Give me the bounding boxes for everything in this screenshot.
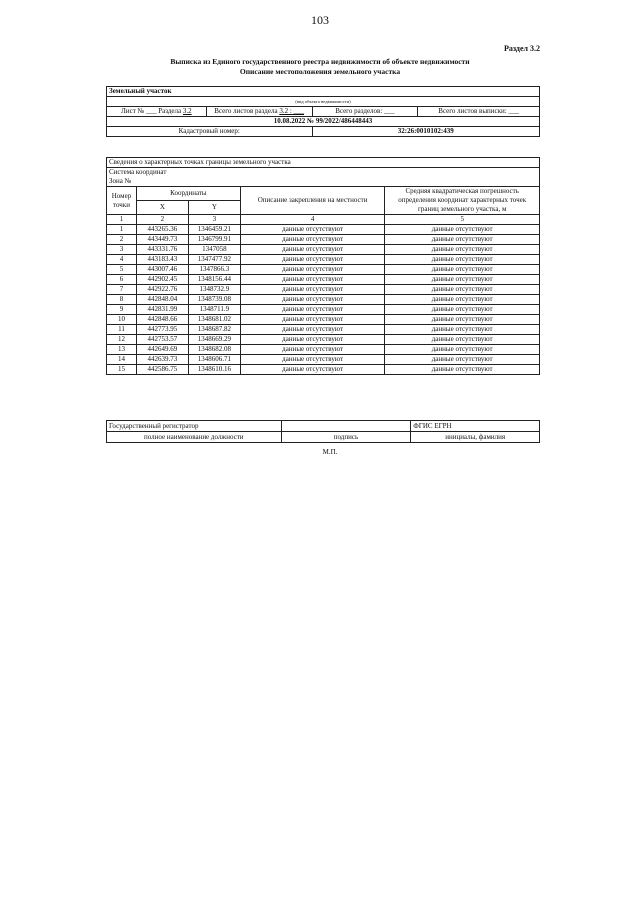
cell-x: 443331.76 xyxy=(136,245,188,255)
cell-n: 3 xyxy=(107,245,137,255)
cell-d: данные отсутствуют xyxy=(240,315,385,325)
cell-n: 4 xyxy=(107,255,137,265)
cell-d: данные отсутствуют xyxy=(240,335,385,345)
section-label: Раздел 3.2 xyxy=(503,44,540,53)
cell-y: 1348682.08 xyxy=(188,345,240,355)
cell-y: 1346459.21 xyxy=(188,225,240,235)
sign-caption: подпись xyxy=(281,432,411,443)
cell-d: данные отсутствуют xyxy=(240,365,385,375)
cell-e: данные отсутствуют xyxy=(385,245,540,255)
cell-e: данные отсутствуют xyxy=(385,325,540,335)
cadastral-label: Кадастровый номер: xyxy=(107,127,313,137)
cell-d: данные отсутствуют xyxy=(240,255,385,265)
cell-e: данные отсутствуют xyxy=(385,295,540,305)
cell-n: 8 xyxy=(107,295,137,305)
cell-y: 1348739.08 xyxy=(188,295,240,305)
object-type: Земельный участок xyxy=(107,87,540,97)
col-error-header: Средняя квадратическая погрешность определения координат характерных точек границ земельного участка, м xyxy=(385,187,540,215)
cell-d: данные отсутствуют xyxy=(240,275,385,285)
sheet-number-cell xyxy=(107,107,207,117)
position-caption: полное наименование должности xyxy=(107,432,282,443)
object-type-caption: (вид объекта недвижимости) xyxy=(107,97,540,107)
cell-d: данные отсутствуют xyxy=(240,225,385,235)
points-rows xyxy=(107,225,540,375)
sheet-label: Лист № ___ xyxy=(121,107,157,115)
col-num-3: 3 xyxy=(188,215,240,225)
cell-d: данные отсутствуют xyxy=(240,235,385,245)
signature-blank xyxy=(281,421,411,432)
zone: Зона № xyxy=(109,177,132,185)
col-num-2: 2 xyxy=(136,215,188,225)
cell-y: 1348606.71 xyxy=(188,355,240,365)
cell-e: данные отсутствуют xyxy=(385,365,540,375)
cell-e: данные отсутствуют xyxy=(385,305,540,315)
cell-n: 11 xyxy=(107,325,137,335)
cell-x: 442639.73 xyxy=(136,355,188,365)
cell-n: 1 xyxy=(107,225,137,235)
cell-n: 10 xyxy=(107,315,137,325)
table-row xyxy=(107,235,540,245)
col-number-header: Номер точки xyxy=(107,187,137,215)
cell-x: 442831.99 xyxy=(136,305,188,315)
cell-d: данные отсутствуют xyxy=(240,325,385,335)
cell-y: 1348681.02 xyxy=(188,315,240,325)
cell-x: 442649.69 xyxy=(136,345,188,355)
table-row xyxy=(107,305,540,315)
page-number: 103 xyxy=(311,13,329,27)
cell-x: 442848.04 xyxy=(136,295,188,305)
cell-y: 1347477.92 xyxy=(188,255,240,265)
col-x-header: X xyxy=(136,201,188,215)
signature-table xyxy=(106,420,540,443)
cell-d: данные отсутствуют xyxy=(240,295,385,305)
boundary-points-table xyxy=(106,157,540,375)
stamp-place: М.П. xyxy=(322,448,338,456)
table-row xyxy=(107,255,540,265)
cell-e: данные отсутствуют xyxy=(385,275,540,285)
cell-y: 1348156.44 xyxy=(188,275,240,285)
cell-n: 13 xyxy=(107,345,137,355)
cell-e: данные отсутствуют xyxy=(385,355,540,365)
cell-x: 443007.46 xyxy=(136,265,188,275)
cell-x: 442773.95 xyxy=(136,325,188,335)
col-desc-header: Описание закрепления на местности xyxy=(240,187,385,215)
total-sheets-section-cell xyxy=(206,107,312,117)
cell-x: 442586.75 xyxy=(136,365,188,375)
cell-e: данные отсутствуют xyxy=(385,265,540,275)
total-sheets-extract: Всего листов выписки: ___ xyxy=(418,107,540,117)
cell-n: 7 xyxy=(107,285,137,295)
table-row xyxy=(107,315,540,325)
table-row xyxy=(107,355,540,365)
cell-n: 6 xyxy=(107,275,137,285)
cadastral-value: 32:26:0010102:439 xyxy=(312,127,540,137)
cell-x: 442848.66 xyxy=(136,315,188,325)
cell-x: 442902.45 xyxy=(136,275,188,285)
cell-n: 15 xyxy=(107,365,137,375)
total-sheets-section-value: 3.2 : ___ xyxy=(279,107,305,115)
cell-d: данные отсутствуют xyxy=(240,265,385,275)
table-row xyxy=(107,325,540,335)
table-row xyxy=(107,365,540,375)
points-title: Сведения о характерных точках границы земельного участка xyxy=(107,158,540,168)
cell-d: данные отсутствуют xyxy=(240,345,385,355)
cell-y: 1348610.16 xyxy=(188,365,240,375)
coord-system-cell xyxy=(107,168,540,187)
cell-y: 1348732.9 xyxy=(188,285,240,295)
org-label: ФГИС ЕГРН xyxy=(411,421,540,432)
table-row xyxy=(107,265,540,275)
cell-y: 1347058 xyxy=(188,245,240,255)
cell-d: данные отсутствуют xyxy=(240,355,385,365)
header-table xyxy=(106,86,540,137)
cell-d: данные отсутствуют xyxy=(240,305,385,315)
col-num-1: 1 xyxy=(107,215,137,225)
cell-x: 443183.43 xyxy=(136,255,188,265)
document-title: Выписка из Единого государственного реестра недвижимости об объекте недвижимости xyxy=(170,57,470,66)
col-num-4: 4 xyxy=(240,215,385,225)
table-row xyxy=(107,225,540,235)
table-row xyxy=(107,335,540,345)
table-row xyxy=(107,285,540,295)
total-sections: Всего разделов: ___ xyxy=(312,107,418,117)
cell-e: данные отсутствуют xyxy=(385,335,540,345)
total-sheets-section-label: Всего листов раздела xyxy=(214,107,278,115)
cell-n: 5 xyxy=(107,265,137,275)
coord-system: Система координат xyxy=(109,168,167,176)
date-number: 10.08.2022 № 99/2022/486448443 xyxy=(107,117,540,127)
cell-x: 442922.76 xyxy=(136,285,188,295)
table-row xyxy=(107,345,540,355)
cell-n: 12 xyxy=(107,335,137,345)
cell-n: 14 xyxy=(107,355,137,365)
cell-d: данные отсутствуют xyxy=(240,285,385,295)
table-row xyxy=(107,245,540,255)
cell-d: данные отсутствуют xyxy=(240,245,385,255)
document-subtitle: Описание местоположения земельного участка xyxy=(239,67,401,76)
cell-y: 1348669.29 xyxy=(188,335,240,345)
registrar-label: Государственный регистратор xyxy=(107,421,282,432)
cell-n: 2 xyxy=(107,235,137,245)
cell-y: 1348711.9 xyxy=(188,305,240,315)
cell-y: 1348687.82 xyxy=(188,325,240,335)
cell-e: данные отсутствуют xyxy=(385,235,540,245)
col-y-header: Y xyxy=(188,201,240,215)
section-label-inline: Раздела xyxy=(158,107,182,115)
cell-y: 1346799.91 xyxy=(188,235,240,245)
cell-e: данные отсутствуют xyxy=(385,285,540,295)
cell-e: данные отсутствуют xyxy=(385,225,540,235)
cell-y: 1347866.3 xyxy=(188,265,240,275)
cell-x: 443265.36 xyxy=(136,225,188,235)
cell-x: 442753.57 xyxy=(136,335,188,345)
cell-e: данные отсутствуют xyxy=(385,315,540,325)
col-num-5: 5 xyxy=(385,215,540,225)
name-caption: инициалы, фамилия xyxy=(411,432,540,443)
cell-x: 443449.73 xyxy=(136,235,188,245)
cell-n: 9 xyxy=(107,305,137,315)
cell-e: данные отсутствуют xyxy=(385,255,540,265)
table-row xyxy=(107,295,540,305)
table-row xyxy=(107,275,540,285)
section-value: 3.2 xyxy=(182,107,192,115)
col-coords-header: Координаты xyxy=(136,187,240,201)
cell-e: данные отсутствуют xyxy=(385,345,540,355)
